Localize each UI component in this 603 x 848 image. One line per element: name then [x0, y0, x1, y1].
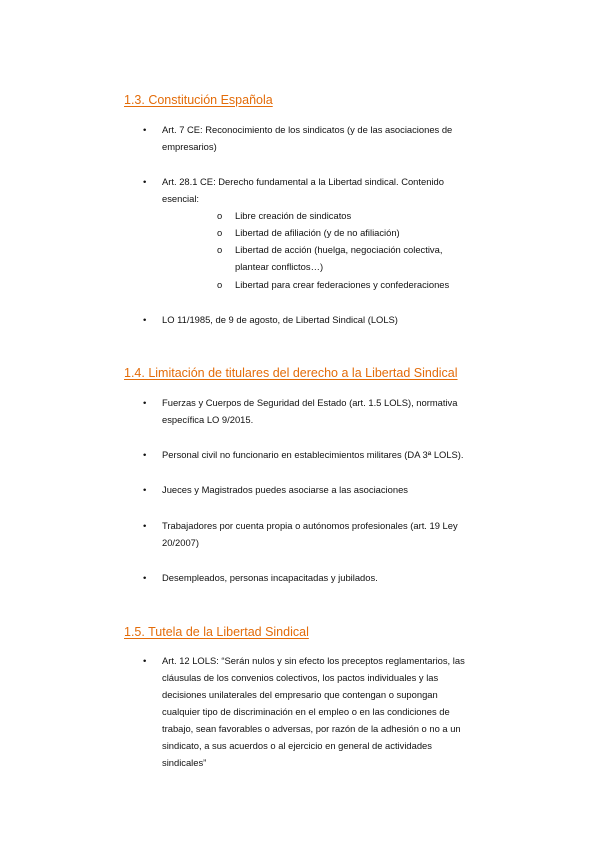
item-line: LO 11/1985, de 9 de agosto, de Libertad Sindical (LOLS) — [162, 314, 398, 325]
sub-item-line: plantear conflictos…) — [235, 261, 324, 272]
item-line: Art. 12 LOLS: “Serán nulos y sin efecto los preceptos reglamentarios, las — [162, 655, 465, 666]
section-heading-limitacion: 1.4. Limitación de titulares del derecho a la Libertad Sindical — [124, 366, 458, 380]
item-line: trabajo, sean favorables o adversas, por razón de la adhesión o no a un — [162, 723, 461, 734]
bullet-icon: • — [143, 450, 147, 461]
bullet-icon: • — [143, 521, 147, 532]
sub-item-line: Libre creación de sindicatos — [235, 210, 352, 221]
section-heading-tutela: 1.5. Tutela de la Libertad Sindical — [124, 625, 309, 639]
sub-list-item — [235, 207, 535, 224]
list-item-art7 — [162, 121, 542, 155]
item-line: sindicato, a sus acuerdos o al ejercicio en general de actividades — [162, 740, 432, 751]
list-item-lols — [162, 311, 542, 328]
item-line: Fuerzas y Cuerpos de Seguridad del Estado (art. 1.5 LOLS), normativa — [162, 397, 458, 408]
item-line: cualquier tipo de discriminación en el empleo o en las condiciones de — [162, 706, 450, 717]
sub-item-line: Libertad para crear federaciones y confederaciones — [235, 279, 450, 290]
sub-list-item — [235, 276, 535, 293]
bullet-icon: • — [143, 573, 147, 584]
list-item-desempleados — [162, 569, 542, 586]
sub-list-item — [235, 241, 535, 275]
bullet-icon: • — [143, 485, 147, 496]
list-item-personal-civil — [162, 446, 542, 463]
sub-bullet-icon: o — [217, 210, 223, 221]
item-line: empresarios) — [162, 141, 217, 152]
item-line: Art. 7 CE: Reconocimiento de los sindicatos (y de las asociaciones de — [162, 124, 453, 135]
item-line: esencial: — [162, 193, 200, 204]
list-item-art28 — [162, 173, 542, 207]
sub-item-line: Libertad de acción (huelga, negociación colectiva, — [235, 244, 443, 255]
sub-bullet-icon: o — [217, 279, 223, 290]
item-line: cláusulas de los convenios colectivos, los pactos individuales y las — [162, 672, 439, 683]
item-line: Trabajadores por cuenta propia o autónomos profesionales (art. 19 Ley — [162, 520, 458, 531]
item-line: Personal civil no funcionario en establecimientos militares (DA 3ª LOLS). — [162, 449, 464, 460]
sub-bullet-icon: o — [217, 244, 223, 255]
sub-bullet-icon: o — [217, 227, 223, 238]
item-line: 20/2007) — [162, 537, 200, 548]
item-line: decisiones unilaterales del empresario que contengan o supongan — [162, 689, 438, 700]
list-item-trabajadores — [162, 517, 542, 551]
bullet-icon: • — [143, 656, 147, 667]
item-line: específica LO 9/2015. — [162, 414, 254, 425]
item-line: sindicales” — [162, 757, 207, 768]
section-heading-constitucion: 1.3. Constitución Española — [124, 93, 273, 107]
list-item-jueces — [162, 481, 542, 498]
sub-list-item — [235, 224, 535, 241]
item-line: Jueces y Magistrados puedes asociarse a las asociaciones — [162, 484, 408, 495]
sub-item-line: Libertad de afiliación (y de no afiliación) — [235, 227, 400, 238]
bullet-icon: • — [143, 125, 147, 136]
item-line: Art. 28.1 CE: Derecho fundamental a la Libertad sindical. Contenido — [162, 176, 444, 187]
bullet-icon: • — [143, 398, 147, 409]
bullet-icon: • — [143, 315, 147, 326]
item-line: Desempleados, personas incapacitadas y jubilados. — [162, 572, 378, 583]
list-item-art12 — [162, 652, 542, 771]
list-item-fuerzas — [162, 394, 542, 428]
bullet-icon: • — [143, 177, 147, 188]
